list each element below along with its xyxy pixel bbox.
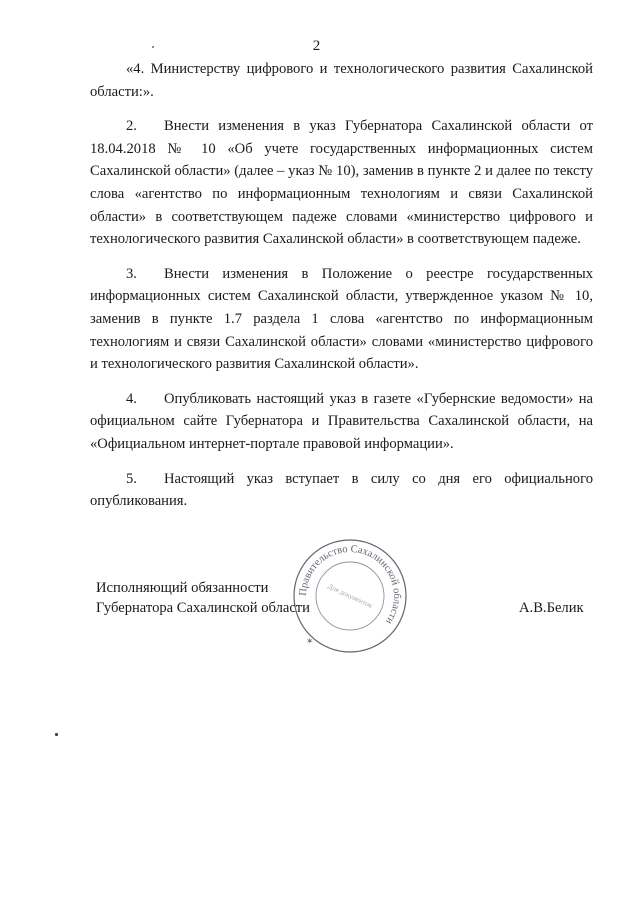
paragraph-text: Внести изменения в Положение о реестре государственных информационных систем Сахалинской области, утвержденное указом № 10, заменив в пункте 1.7 раздела 1 слова «агентство по информационным технологиям и связи Сахалинской области» словами «министерство цифрового и технологического развития Сахалинской области». [90, 265, 593, 373]
paragraph-text: Опубликовать настоящий указ в газете «Губернские ведомости» на официальном сайте Губернатора и Правительства Сахалинской области, на «Официальном интернет-портале правовой информации». [90, 390, 593, 452]
paragraph-1 [90, 58, 593, 103]
paragraph-number: 4. [126, 390, 137, 407]
document-body [90, 58, 593, 525]
page-number: 2 [312, 38, 321, 54]
paragraph-number: 5. [126, 470, 137, 487]
paragraph-4 [90, 388, 593, 456]
signer-title-line-2: Губернатора Сахалинской области [96, 600, 310, 616]
paragraph-text: Настоящий указ вступает в силу со дня его официального опубликования. [90, 470, 593, 510]
paragraph-3 [90, 263, 593, 376]
seal-star-icon: ✶ [306, 636, 314, 646]
signature-block [96, 578, 310, 618]
seal-ring-text: Правительство Сахалинской области [297, 543, 403, 627]
signer-name: А.В.Белик [519, 600, 584, 616]
paragraph-number: 3. [126, 265, 137, 282]
paragraph-2 [90, 115, 593, 251]
paragraph-text: Внести изменения в указ Губернатора Сахалинской области от 18.04.2018 № 10 «Об учете государственных информационных систем Сахалинской области» (далее – указ № 10), заменив в пункте 2 и далее по тексту слова «агентство по информационным технологиям и связи Сахалинской области» в соответствующем падеже словами «министерство цифрового и технологического развития Сахалинской области» в соответствующем падеже. [90, 118, 593, 248]
speck [55, 733, 58, 736]
seal-center-text: Для документов [326, 582, 374, 610]
paragraph-number: 2. [126, 118, 137, 135]
paragraph-5 [90, 468, 593, 513]
signer-title-line-1: Исполняющий обязанности [96, 580, 269, 596]
paragraph-text: «4. Министерству цифрового и технологического развития Сахалинской области:». [90, 61, 593, 100]
